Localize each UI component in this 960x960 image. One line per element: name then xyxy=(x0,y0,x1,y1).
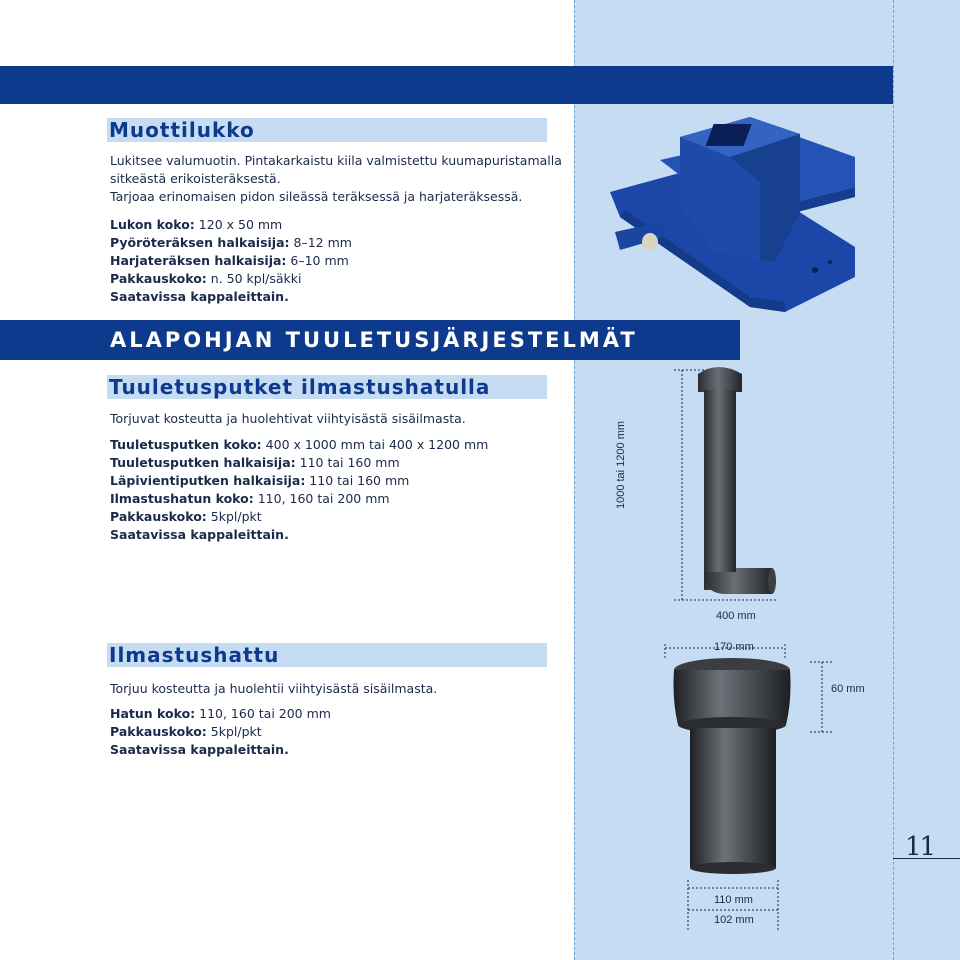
formwork-lock-image xyxy=(600,112,870,317)
spec-row xyxy=(110,216,570,234)
spec-row xyxy=(110,234,570,252)
spec-label: Läpivientiputken halkaisija: xyxy=(110,473,306,488)
availability-note: Saatavissa kappaleittain. xyxy=(110,527,289,542)
spec-row xyxy=(110,508,570,526)
spec-row xyxy=(110,454,570,472)
spec-row xyxy=(110,723,570,741)
cap-height-label: 60 mm xyxy=(831,683,865,695)
spec-label: Pakkauskoko: xyxy=(110,724,207,739)
spec-row xyxy=(110,705,570,723)
spec-row xyxy=(110,472,570,490)
pipes-specs xyxy=(110,436,570,544)
column-guide-right xyxy=(893,0,894,960)
spec-value: 110 tai 160 mm xyxy=(295,455,400,470)
pipe-width-label: 400 mm xyxy=(716,610,756,622)
spec-label: Harjateräksen halkaisija: xyxy=(110,253,287,268)
column-guide-left xyxy=(574,0,575,960)
cap-top-width-label: 170 mm xyxy=(714,641,754,653)
spec-value: 110, 160 tai 200 mm xyxy=(253,491,390,506)
cap-specs xyxy=(110,705,570,759)
spec-row xyxy=(110,270,570,288)
spec-value: 5kpl/pkt xyxy=(206,724,262,739)
page-number-rule xyxy=(893,858,960,859)
header-bar xyxy=(0,66,893,104)
availability-note: Saatavissa kappaleittain. xyxy=(110,742,289,757)
spec-label: Tuuletusputken koko: xyxy=(110,437,262,452)
page-number: 11 xyxy=(905,832,935,862)
cap-outer-diameter-label: 102 mm xyxy=(714,914,754,926)
spec-row xyxy=(110,490,570,508)
lock-description xyxy=(110,152,570,206)
spec-value: 110 tai 160 mm xyxy=(305,473,410,488)
pipes-description: Torjuvat kosteutta ja huolehtivat viihtyisästä sisäilmasta. xyxy=(110,411,466,426)
spec-value: 120 x 50 mm xyxy=(194,217,283,232)
spec-label: Tuuletusputken halkaisija: xyxy=(110,455,296,470)
lock-desc-line: Lukitsee valumuotin. Pintakarkaistu kiila valmistettu kuumapuristamalla xyxy=(110,153,562,168)
cap-inner-diameter-label: 110 mm xyxy=(714,894,753,906)
section-title-tuuletusputket: Tuuletusputket ilmastushatulla xyxy=(107,375,547,399)
spec-value: 110, 160 tai 200 mm xyxy=(195,706,331,721)
spec-label: Lukon koko: xyxy=(110,217,195,232)
spec-row xyxy=(110,436,570,454)
spec-value: n. 50 kpl/säkki xyxy=(206,271,302,286)
spec-label: Pakkauskoko: xyxy=(110,271,207,286)
lock-specs xyxy=(110,216,570,306)
spec-value: 8–12 mm xyxy=(289,235,352,250)
spec-label: Hatun koko: xyxy=(110,706,196,721)
spec-label: Ilmastushatun koko: xyxy=(110,491,254,506)
spec-row xyxy=(110,252,570,270)
pipe-height-label: 1000 tai 1200 mm xyxy=(615,420,627,510)
spec-label: Pyöröteräksen halkaisija: xyxy=(110,235,290,250)
lock-desc-line: Tarjoaa erinomaisen pidon sileässä teräksessä ja harjateräksessä. xyxy=(110,189,523,204)
spec-label: Pakkauskoko: xyxy=(110,509,207,524)
lock-desc-line: sitkeästä erikoisteräksestä. xyxy=(110,171,281,186)
section-title-muottilukko: Muottilukko xyxy=(107,118,547,142)
spec-value: 5kpl/pkt xyxy=(206,509,262,524)
section-banner: ALAPOHJAN TUULETUSJÄRJESTELMÄT xyxy=(0,320,740,360)
spec-value: 400 x 1000 mm tai 400 x 1200 mm xyxy=(261,437,489,452)
spec-value: 6–10 mm xyxy=(286,253,349,268)
ventilation-pipe-image xyxy=(660,362,780,612)
cap-description: Torjuu kosteutta ja huolehtii viihtyisästä sisäilmasta. xyxy=(110,681,438,696)
availability-note: Saatavissa kappaleittain. xyxy=(110,289,289,304)
section-title-ilmastushattu: Ilmastushattu xyxy=(107,643,547,667)
